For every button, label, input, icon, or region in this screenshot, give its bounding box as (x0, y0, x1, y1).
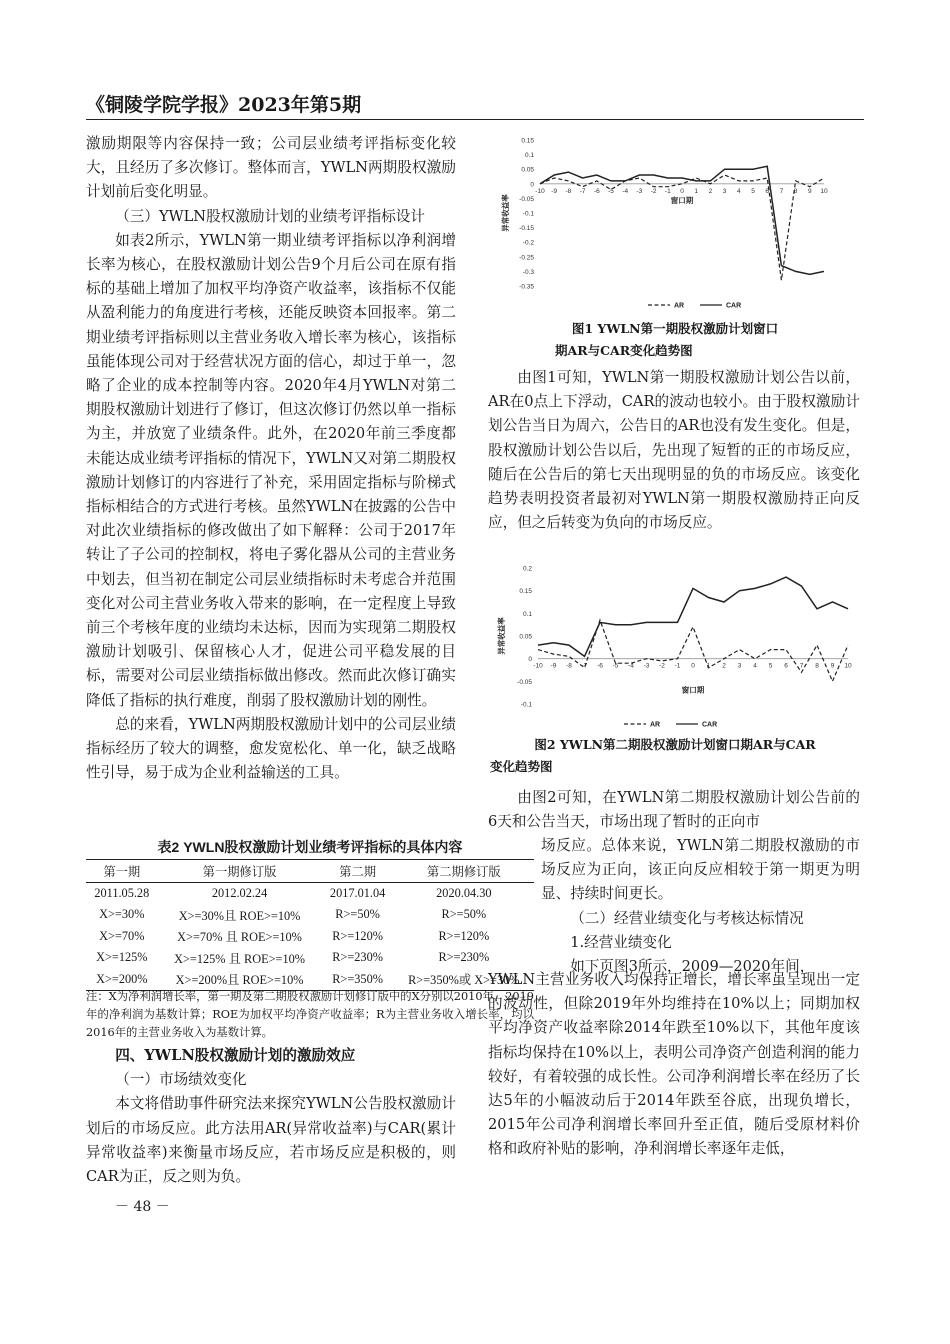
x-tick-label: 3 (737, 662, 742, 670)
table-cell: R>=120% (438, 928, 490, 943)
x-axis-title: 窗口期 (670, 195, 694, 205)
table-cell: 2011.05.28 (94, 885, 150, 900)
x-tick-label: 8 (815, 662, 819, 670)
x-tick-label: 7 (799, 662, 804, 670)
x-tick-label: -6 (593, 187, 600, 195)
x-tick-label: -9 (550, 662, 557, 670)
figure-caption: 期AR与CAR变化趋势图 (555, 343, 693, 358)
y-tick-label: 0 (530, 181, 534, 189)
y-tick-label: 0.1 (524, 152, 534, 160)
y-axis-title: 异常收益率 (501, 194, 510, 232)
legend-label: AR (650, 721, 661, 729)
y-tick-label: 0 (528, 656, 532, 664)
y-axis-title: 异常收益率 (497, 617, 506, 655)
x-tick-label: -5 (608, 187, 614, 195)
table-cell: X>=200% (96, 971, 148, 986)
table-row (86, 947, 534, 969)
paragraph: 总的来看，YWLN两期股权激励计划中的公司层业绩指标经历了较大的调整，愈发宽松化、单一化，缺乏战略性引导，易于成为企业利益输送的工具。 (86, 715, 456, 782)
x-tick-label: 9 (830, 662, 835, 670)
x-tick-label: 1 (694, 187, 699, 195)
paragraph: 本文将借助事件研究法来探究YWLN公告股权激励计划后的市场反应。此方法用AR(异常收益率)与CAR(累计异常收益率)来衡量市场反应，若市场反应是积极的，则CAR为正，反之则为负。 (86, 1095, 456, 1186)
x-tick-label: 6 (784, 662, 788, 670)
table-row (86, 882, 534, 904)
x-tick-label: 3 (722, 187, 727, 195)
table-cell: X>=70% (99, 928, 145, 943)
x-tick-label: 1 (706, 662, 711, 670)
x-tick-label: 8 (793, 187, 798, 195)
x-tick-label: -5 (612, 662, 619, 670)
x-tick-label: 4 (736, 187, 741, 195)
figure-1-chart (490, 128, 860, 320)
left-column (86, 132, 456, 785)
x-tick-label: -1 (664, 187, 671, 195)
table-cell: X>=30%且 ROE>=10% (178, 908, 301, 923)
table-cell: 2020.04.30 (436, 885, 492, 900)
y-tick-label: -0.15 (519, 225, 534, 233)
x-axis-title: 窗口期 (681, 685, 705, 695)
table-header: 第二期 (339, 864, 377, 879)
x-tick-label: -4 (622, 187, 629, 195)
figure-2 (490, 560, 860, 732)
y-tick-label: -0.35 (519, 283, 534, 291)
section-heading: 四、YWLN股权激励计划的激励效应 (115, 1047, 356, 1064)
section-heading: （三）YWLN股权激励计划的业绩考评指标设计 (115, 207, 425, 225)
x-tick-label: 2 (722, 662, 726, 670)
x-tick-label: 9 (807, 187, 812, 195)
table-cell: R>=230% (332, 950, 383, 965)
figure-1 (490, 128, 860, 320)
page-number: － 48 － (115, 1199, 170, 1215)
paragraph: 激励期限等内容保持一致；公司层业绩考评指标变化较大，且经历了多次修订。整体而言，YWLN两期股权激励计划前后变化明显。 (86, 135, 456, 201)
x-tick-label: 10 (820, 187, 828, 195)
legend-label: CAR (702, 721, 718, 729)
x-tick-label: 4 (753, 662, 757, 670)
table-cell: X>=200%且 ROE>=10% (175, 973, 304, 988)
paragraph: 如表2所示，YWLN第一期业绩考评指标以净利润增长率为核心，在股权激励计划公告9个月后公司在原有指标的基础上增加了加权平均净资产收益率，该指标不仅能从盈利能力的角度进行考核，还能反映资本回报率。第二期业绩考评指标则以主营业务收入增长率为核心，该指标虽能体现公司对于经营状况方面的信心，却过于单一，忽略了企业的成本控制等内容。2020年4月YWLN对第二期股权激励计划进行了修订，但这次修订仍然以单一指标为主，并放宽了业绩条件。此外，在2020年前三季度都未能达成业绩考评指标的情况下，YWLN又对第二期股权激励计划修订的内容进行了补充，采用固定指标与阶梯式指标相结合的方式进行考核。虽然YWLN在披露的公告中对此次业绩指标的修改做出了如下解释：公司于2017年转让了子公司的控制权，将电子雾化器从公司的主营业务中划去，但当初在制定公司层业绩指标时未考虑合并范围变化对公司主营业务收入带来的影响，在一定程度上导致前三个考核年度的业绩均未达标，因而为实现第二期股权激励计划吸引、保留核心人才，促进公司平稳发展的目标，需要对公司层业绩指标做出修改。然而此次修订确实降低了指标的执行难度，削弱了股权激励计划的刚性。 (86, 231, 456, 709)
y-tick-label: -0.3 (522, 268, 534, 276)
y-tick-label: 0.1 (522, 610, 532, 618)
x-tick-label: 10 (844, 662, 852, 670)
x-tick-label: 2 (708, 187, 713, 195)
y-tick-label: -0.2 (522, 239, 534, 247)
x-tick-label: -3 (643, 662, 650, 670)
x-tick-label: -10 (535, 187, 545, 195)
x-tick-label: -6 (597, 662, 603, 670)
x-tick-label: 0 (680, 187, 684, 195)
y-tick-label: 0.05 (519, 633, 532, 641)
legend-label: CAR (726, 302, 742, 310)
x-tick-label: -2 (659, 662, 665, 670)
paragraph: 由图1可知，YWLN第一期股权激励计划公告以前，AR在0点上下浮动，CAR的波动也较小。由于股权激励计划公告当日为周六，公告日的AR也没有发生变化。但是，股权激励计划公告以后，先出现了短暂的正的市场反应，随后在公告后的第七天出现明显的负的市场反应。该变化趋势表明投资者最初对YWLN第一期股权激励持正向反应，但之后转变为负向的市场反应。 (488, 369, 860, 532)
series-line-ar (538, 620, 848, 681)
x-tick-label: 6 (765, 187, 770, 195)
journal-header: 《铜陵学院学报》2023年第5期 (86, 94, 362, 116)
right-column-text (488, 968, 860, 1162)
table-header: 第二期修订版 (426, 864, 501, 879)
figure-caption: 变化趋势图 (490, 759, 553, 774)
x-tick-label: 5 (768, 662, 773, 670)
y-tick-label: -0.1 (522, 210, 534, 218)
y-tick-label: 0.2 (522, 565, 532, 573)
x-tick-label: 0 (691, 662, 695, 670)
legend-label: AR (674, 302, 685, 310)
paragraph: 如下页图3所示，2009—2020年间， (570, 958, 815, 976)
table-cell: X>=125% 且 ROE>=10% (174, 951, 305, 966)
subsection-heading: 1.经营业绩变化 (570, 933, 672, 951)
table-row (86, 926, 534, 948)
right-column-text (488, 786, 860, 834)
figure-2-chart (490, 560, 860, 732)
x-tick-label: -3 (636, 187, 643, 195)
x-tick-label: -1 (674, 662, 681, 670)
header-rule (86, 119, 864, 120)
series-line-car (540, 166, 824, 274)
table-cell: R>=50% (441, 907, 487, 922)
x-tick-label: -8 (565, 187, 572, 195)
table-cell: R>=120% (332, 928, 383, 943)
figure-caption: 图2 YWLN第二期股权激励计划窗口期AR与CAR (534, 737, 816, 752)
subsection-heading: （二）经营业绩变化与考核达标情况 (570, 909, 804, 927)
right-column-text (488, 366, 860, 535)
table-cell: R>=350% (332, 971, 383, 986)
x-tick-label: -9 (551, 187, 558, 195)
x-tick-label: -7 (581, 662, 588, 670)
paragraph: 场反应。总体来说，YWLN第二期股权激励的市场反应为正向，该正向反应相较于第一期更为明显、持续时间更长。 (541, 837, 860, 903)
table-title: 表2 YWLN股权激励计划业绩考评指标的具体内容 (157, 839, 463, 855)
series-line-car (538, 577, 848, 656)
paragraph: YWLN主营业务收入均保持正增长，增长率虽呈现出一定的波动性，但除2019年外均维持在10%以上；同期加权平均净资产收益率除2014年跌至10%以下，其他年度该指标均保持在10%以上，表明公司净资产创造利润的能力较好，有着较强的成长性。公司净利润增长率在经历了长达5年的小幅波动后于2014年跌至谷底，出现负增长，2015年公司净利润增长率回升至正值，随后受原材料价格和政府补贴的影响，净利润增长率逐年走低， (488, 971, 860, 1158)
table-cell: X>=30% (99, 907, 145, 922)
table-2 (86, 859, 534, 991)
x-tick-label: -4 (628, 662, 634, 670)
left-column-bottom (86, 1044, 456, 1189)
table-cell: 2012.02.24 (211, 885, 268, 900)
y-tick-label: -0.05 (519, 195, 534, 203)
y-tick-label: 0.15 (521, 137, 534, 145)
x-tick-label: -8 (566, 662, 572, 670)
y-tick-label: -0.25 (519, 254, 534, 262)
x-tick-label: 7 (779, 187, 784, 195)
x-tick-label: 5 (751, 187, 755, 195)
table-header-row (86, 860, 534, 883)
table-header: 第一期 (103, 864, 141, 879)
table-cell: X>=70% 且 ROE>=10% (177, 930, 302, 945)
figure-caption: 图1 YWLN第一期股权激励计划窗口 (571, 321, 779, 336)
x-tick-label: -2 (650, 187, 657, 195)
y-tick-label: 0.05 (521, 166, 534, 174)
table-cell: R>=230% (438, 950, 490, 965)
table-row (86, 904, 534, 926)
y-tick-label: -0.1 (520, 701, 532, 709)
table-note: 注：X为净利润增长率，第一期及第二期股权激励计划修订版中的X分别以2010年、2019年的净利润为基数计算；ROE为加权平均净资产收益率；R为主营业务收入增长率，均以2016年的主营业务收入为基数计算。 (86, 990, 534, 1039)
table-header: 第一期修订版 (202, 864, 277, 879)
y-tick-label: 0.15 (519, 588, 532, 596)
table-cell: X>=125% (96, 950, 148, 965)
table-cell: R>=50% (335, 907, 380, 922)
right-column-text (541, 834, 860, 979)
paragraph: 由图2可知，在YWLN第二期股权激励计划公告前的6天和公告当天，市场出现了暂时的正向市 (488, 789, 860, 831)
y-tick-label: -0.05 (517, 678, 532, 686)
table-cell: 2017.01.04 (329, 885, 386, 900)
subsection-heading: （一）市场绩效变化 (115, 1071, 247, 1089)
x-tick-label: -10 (533, 662, 543, 670)
x-tick-label: -7 (579, 187, 586, 195)
table-cell: R>=350%或 X>=30% (408, 973, 520, 988)
